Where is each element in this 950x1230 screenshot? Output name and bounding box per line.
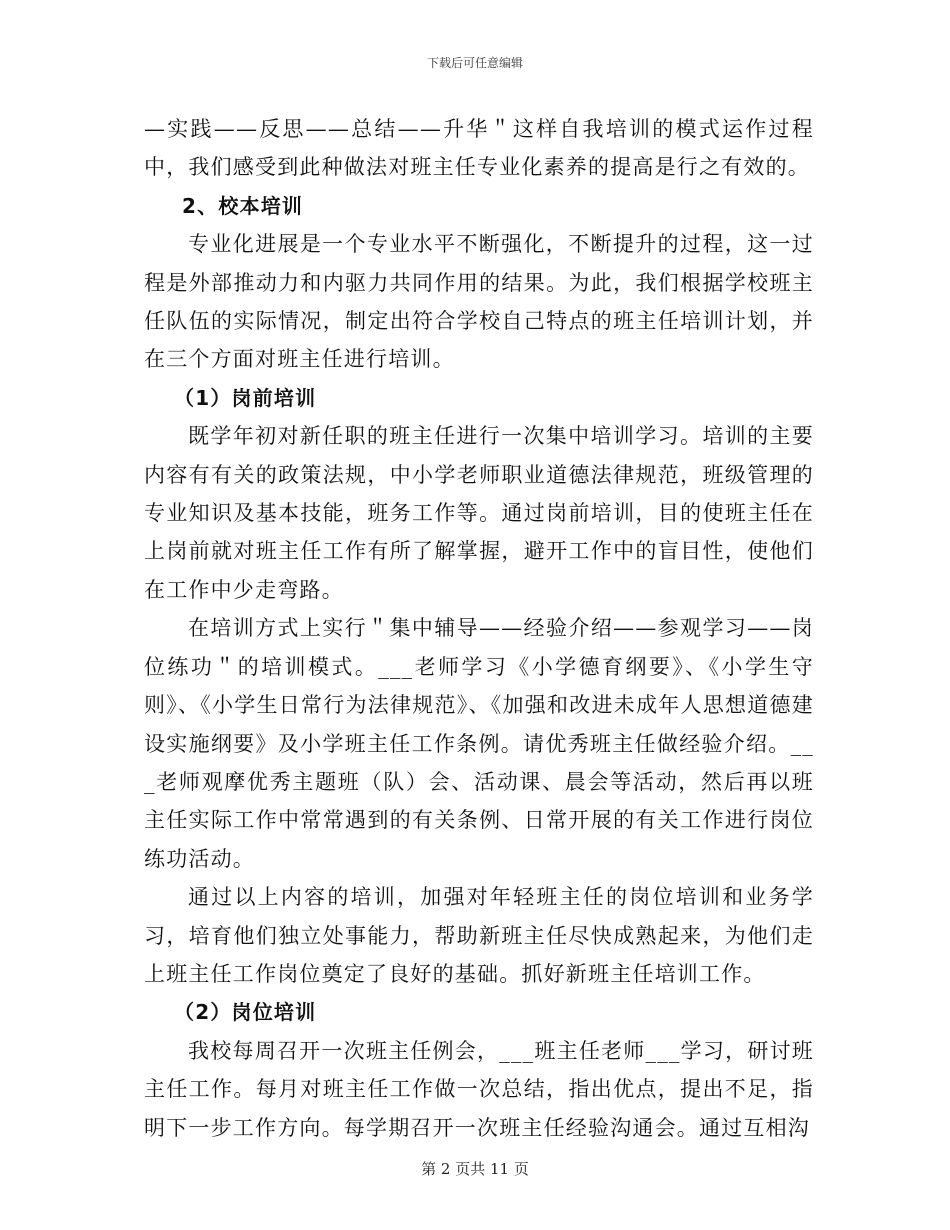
section-heading-school-training: 2、校本培训 bbox=[182, 193, 304, 218]
paragraph-pre-job-content: 既学年初对新任职的班主任进行一次集中培训学习。培训的主要内容有有关的政策法规，中小学老师职业道德法律规范，班级管理的专业知识及基本技能，班务工作等。通过岗前培训，目的使班主任在上岗前就对班主任工作有所了解掌握，避开工作中的盲目性，使他们在工作中少走弯路。 bbox=[144, 424, 814, 602]
paragraph-training-result: 通过以上内容的培训，加强对年轻班主任的岗位培训和业务学习，培育他们独立处事能力，帮助新班主任尽快成熟起来，为他们走上班主任工作岗位奠定了良好的基础。抓好新班主任培训工作。 bbox=[144, 885, 814, 986]
paragraph-continuation: —实践——反思——总结——升华＂这样自我培训的模式运作过程中，我们感受到此种做法对班主任专业化素养的提高是行之有效的。 bbox=[144, 117, 814, 180]
document-body bbox=[144, 110, 814, 1147]
subheading-on-job-training: （2）岗位培训 bbox=[174, 1000, 317, 1025]
page-footer: 第 2 页共 11 页 bbox=[421, 1160, 529, 1178]
page-header: 下载后可任意编辑 bbox=[426, 56, 523, 70]
paragraph-weekly-meeting: 我校每周召开一次班主任例会，___班主任老师___学习，研讨班主任工作。每月对班主任工作做一次总结，指出优点，提出不足，指明下一步工作方向。每学期召开一次班主任经验沟通会。通过互相沟 bbox=[144, 1038, 814, 1140]
subheading-pre-job-training: （1）岗前培训 bbox=[174, 385, 317, 410]
paragraph-training-method: 在培训方式上实行＂集中辅导——经验介绍——参观学习——岗位练功＂的培训模式。___老师学习《小学德育纲要》、《小学生守则》、《小学生日常行为法律规范》、《加强和改进未成年人思想道德建设实施纲要》及小学班主任工作条例。请优秀班主任做经验介绍。___老师观摩优秀主题班（队）会、活动课、晨会等活动，然后再以班主任实际工作中常常遇到的有关条例、日常开展的有关工作进行岗位练功活动。 bbox=[144, 616, 814, 871]
paragraph-professional-development: 专业化进展是一个专业水平不断强化，不断提升的过程，这一过程是外部推动力和内驱力共同作用的结果。为此，我们根据学校班主任队伍的实际情况，制定出符合学校自己特点的班主任培训计划，并在三个方面对班主任进行培训。 bbox=[144, 232, 814, 372]
